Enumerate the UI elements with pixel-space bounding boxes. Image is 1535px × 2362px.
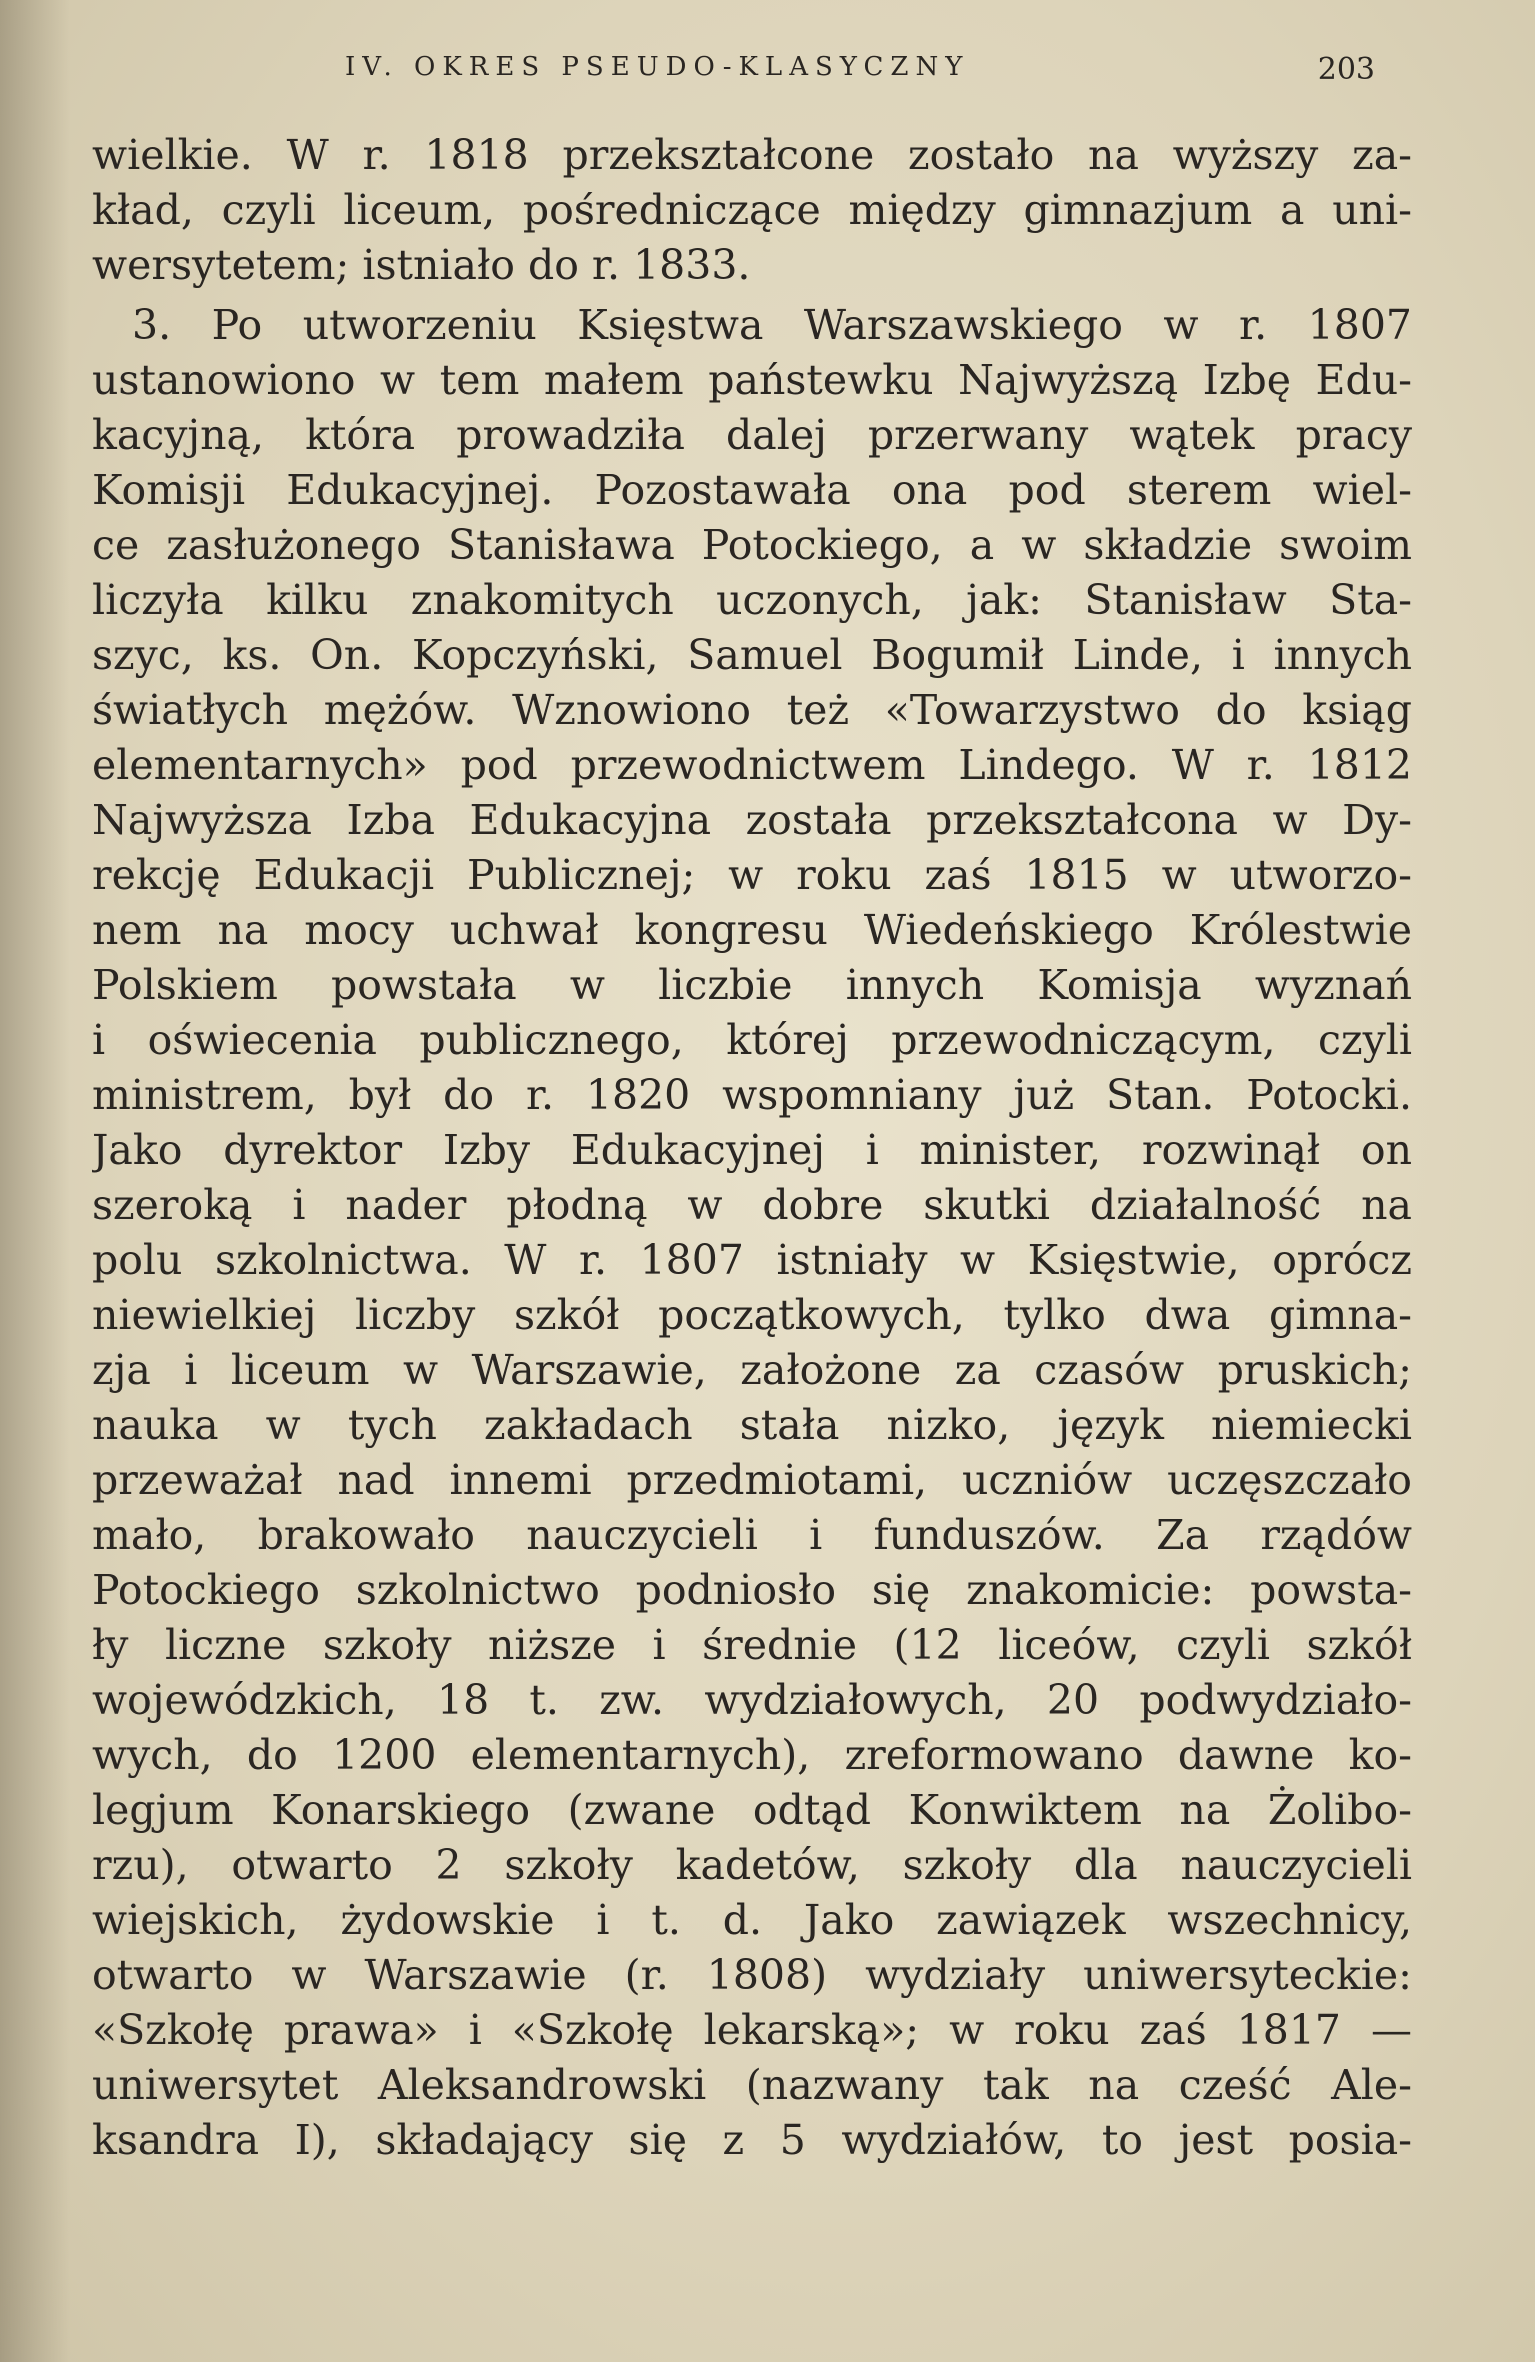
text-line-content: polu szkolnictwa. W r. 1807 istniały w Księstwie, oprócz bbox=[92, 1236, 1412, 1284]
text-line bbox=[92, 1563, 1412, 1618]
text-line-content: mało, brakowało nauczycieli i funduszów. Za rządów bbox=[92, 1511, 1412, 1559]
text-line-content: szyc, ks. On. Kopczyński, Samuel Bogumił Linde, i innych bbox=[92, 631, 1412, 679]
text-line bbox=[92, 298, 1412, 353]
text-line bbox=[92, 1123, 1412, 1178]
text-line bbox=[92, 238, 1412, 293]
text-line-content: wersytetem; istniało do r. 1833. bbox=[92, 241, 751, 289]
text-line-content: wielkie. W r. 1818 przekształcone zostało na wyższy za- bbox=[92, 131, 1412, 179]
text-line-content: wiejskich, żydowskie i t. d. Jako zawiązek wszechnicy, bbox=[92, 1896, 1412, 1944]
text-line bbox=[92, 2003, 1412, 2058]
text-line-content: elementarnych» pod przewodnictwem Lindego. W r. 1812 bbox=[92, 741, 1412, 789]
text-line bbox=[92, 958, 1412, 1013]
text-line bbox=[92, 1068, 1412, 1123]
text-line bbox=[92, 1618, 1412, 1673]
page-header bbox=[345, 52, 1375, 102]
text-line bbox=[92, 1178, 1412, 1233]
text-line bbox=[92, 628, 1412, 683]
text-line-content: ce zasłużonego Stanisława Potockiego, a w składzie swoim bbox=[92, 521, 1412, 569]
text-line-content: szeroką i nader płodną w dobre skutki działalność na bbox=[92, 1181, 1412, 1229]
text-line-content: rekcję Edukacji Publicznej; w roku zaś 1815 w utworzo- bbox=[92, 851, 1412, 899]
text-line-content: Najwyższa Izba Edukacyjna została przekształcona w Dy- bbox=[92, 796, 1412, 844]
text-line bbox=[92, 2058, 1412, 2113]
text-line-content: wojewódzkich, 18 t. zw. wydziałowych, 20 podwydziało- bbox=[92, 1676, 1412, 1724]
text-line bbox=[92, 683, 1412, 738]
running-head: IV. OKRES PSEUDO-KLASYCZNY bbox=[345, 52, 970, 82]
text-line bbox=[92, 1893, 1412, 1948]
text-line-content: Polskiem powstała w liczbie innych Komisja wyznań bbox=[92, 961, 1412, 1009]
text-line bbox=[92, 1673, 1412, 1728]
binding-shadow bbox=[0, 0, 70, 2362]
text-line bbox=[92, 463, 1412, 518]
text-line-content: kacyjną, która prowadziła dalej przerwany wątek pracy bbox=[92, 411, 1412, 459]
text-line-content: «Szkołę prawa» i «Szkołę lekarską»; w roku zaś 1817 — bbox=[92, 2006, 1412, 2054]
text-line bbox=[92, 1398, 1412, 1453]
text-line bbox=[92, 2113, 1412, 2168]
text-line bbox=[92, 1343, 1412, 1398]
text-line bbox=[92, 1838, 1412, 1893]
text-line bbox=[92, 848, 1412, 903]
body-text bbox=[92, 128, 1412, 2168]
text-line-content: liczyła kilku znakomitych uczonych, jak: Stanisław Sta- bbox=[92, 576, 1412, 624]
page-number: 203 bbox=[1317, 52, 1375, 87]
text-line-content: Komisji Edukacyjnej. Pozostawała ona pod sterem wiel- bbox=[92, 466, 1412, 514]
text-line-content: wych, do 1200 elementarnych), zreformowano dawne ko- bbox=[92, 1731, 1412, 1779]
text-line bbox=[92, 903, 1412, 958]
text-line-content: nauka w tych zakładach stała nizko, język niemiecki bbox=[92, 1401, 1412, 1449]
text-line bbox=[92, 408, 1412, 463]
text-line-content: Jako dyrektor Izby Edukacyjnej i minister, rozwinął on bbox=[92, 1126, 1412, 1174]
text-line bbox=[92, 1948, 1412, 2003]
text-line-content: przeważał nad innemi przedmiotami, uczniów uczęszczało bbox=[92, 1456, 1412, 1504]
text-line bbox=[92, 1233, 1412, 1288]
text-line-content: nem na mocy uchwał kongresu Wiedeńskiego Królestwie bbox=[92, 906, 1412, 954]
text-line bbox=[92, 518, 1412, 573]
text-line bbox=[92, 353, 1412, 408]
text-line-content: ksandra I), składający się z 5 wydziałów, to jest posia- bbox=[92, 2116, 1412, 2164]
text-line bbox=[92, 1013, 1412, 1068]
text-line-content: i oświecenia publicznego, której przewodniczącym, czyli bbox=[92, 1016, 1412, 1064]
text-line bbox=[92, 1288, 1412, 1343]
text-line bbox=[92, 793, 1412, 848]
text-line-content: niewielkiej liczby szkół początkowych, tylko dwa gimna- bbox=[92, 1291, 1412, 1339]
text-line-content: 3. Po utworzeniu Księstwa Warszawskiego w r. 1807 bbox=[132, 301, 1412, 349]
text-line bbox=[92, 1508, 1412, 1563]
text-line-content: Potockiego szkolnictwo podniosło się znakomicie: powsta- bbox=[92, 1566, 1412, 1614]
text-line-content: otwarto w Warszawie (r. 1808) wydziały uniwersyteckie: bbox=[92, 1951, 1412, 1999]
text-line bbox=[92, 1728, 1412, 1783]
text-line-content: ustanowiono w tem małem państewku Najwyższą Izbę Edu- bbox=[92, 356, 1412, 404]
text-line bbox=[92, 738, 1412, 793]
text-line-content: ły liczne szkoły niższe i średnie (12 liceów, czyli szkół bbox=[92, 1621, 1412, 1669]
text-line-content: ministrem, był do r. 1820 wspomniany już Stan. Potocki. bbox=[92, 1071, 1412, 1119]
text-line-content: uniwersytet Aleksandrowski (nazwany tak na cześć Ale- bbox=[92, 2061, 1412, 2109]
text-line bbox=[92, 128, 1412, 183]
text-line bbox=[92, 573, 1412, 628]
text-line bbox=[92, 183, 1412, 238]
text-line bbox=[92, 1783, 1412, 1838]
text-line bbox=[92, 1453, 1412, 1508]
text-line-content: światłych mężów. Wznowiono też «Towarzystwo do ksiąg bbox=[92, 686, 1412, 734]
text-line-content: rzu), otwarto 2 szkoły kadetów, szkoły dla nauczycieli bbox=[92, 1841, 1412, 1889]
text-line-content: legjum Konarskiego (zwane odtąd Konwiktem na Żolibo- bbox=[92, 1786, 1412, 1834]
text-line-content: zja i liceum w Warszawie, założone za czasów pruskich; bbox=[92, 1346, 1412, 1394]
text-line-content: kład, czyli liceum, pośredniczące między gimnazjum a uni- bbox=[92, 186, 1412, 234]
